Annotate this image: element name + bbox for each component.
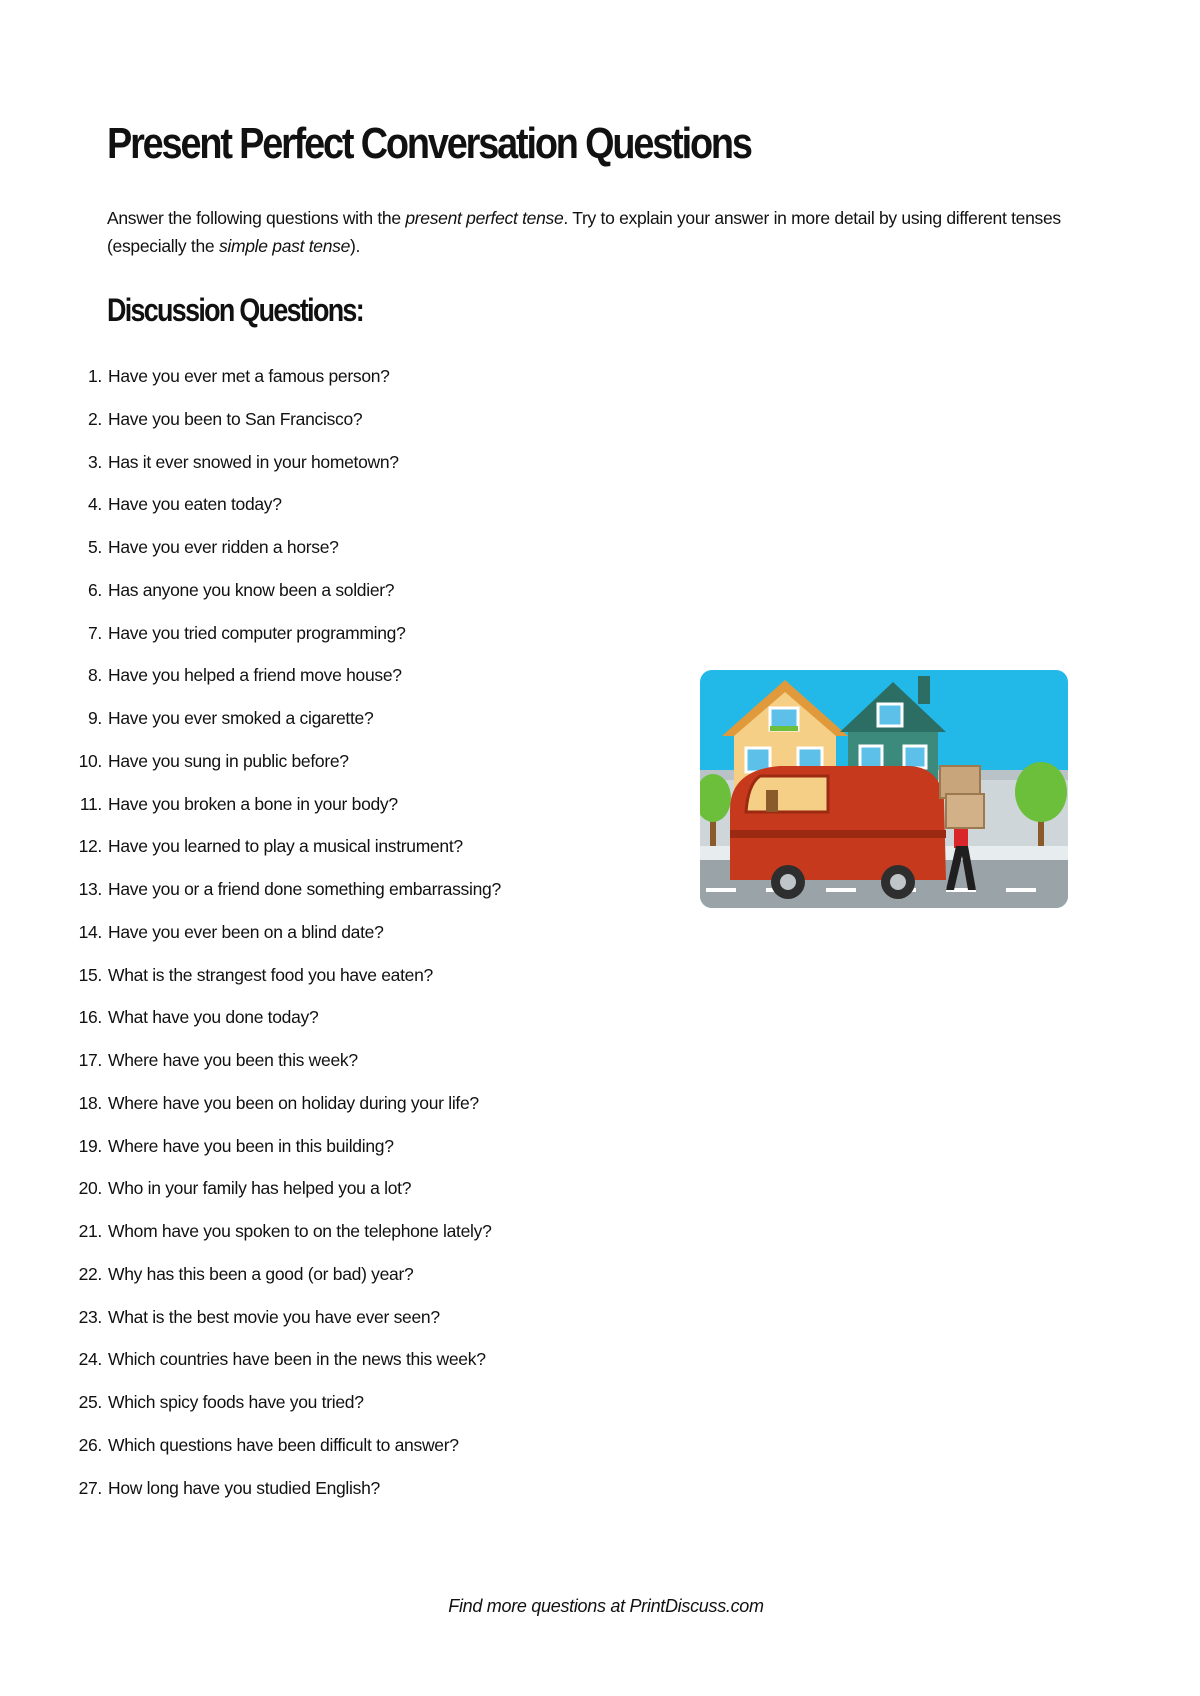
question-item [0,747,680,790]
question-text: What have you done today? [108,1007,319,1028]
question-number: 9. [88,708,102,728]
question-number: 15. [78,964,102,985]
question-text: Have you ever smoked a cigarette? [108,708,374,728]
question-number: 19. [78,1135,102,1156]
question-number: 27. [78,1477,102,1498]
question-number: 5. [88,537,102,557]
question-item [0,1388,680,1431]
question-text: Have you or a friend done something embarrassing? [108,879,501,899]
question-number: 23. [78,1306,102,1327]
question-item [0,704,680,747]
question-item [0,405,680,448]
intro-paragraph [107,204,1077,260]
question-number: 6. [88,579,102,600]
question-item [0,533,680,576]
question-number: 7. [88,622,102,643]
question-text: Have you helped a friend move house? [108,665,402,686]
question-number: 3. [88,451,102,472]
question-text: Has anyone you know been a soldier? [108,579,395,600]
red-van [730,766,946,899]
question-item [0,490,680,533]
question-text: Has it ever snowed in your hometown? [108,451,399,472]
intro-emphasis-present-perfect: present perfect tense [405,208,564,228]
question-item [0,1474,680,1517]
question-number: 25. [78,1392,102,1412]
question-item [0,1217,680,1260]
intro-text-2: . Try to explain your answer in more detail by using different tenses (especially the [107,208,1061,256]
question-item [0,1260,680,1303]
question-item [0,918,680,961]
question-list [0,362,680,1516]
question-number: 14. [78,921,102,942]
question-number: 18. [78,1092,102,1113]
question-item [0,1089,680,1132]
question-text: Have you eaten today? [108,494,282,515]
question-item [0,1174,680,1217]
question-item [0,661,680,704]
moving-van-illustration [700,670,1068,908]
question-text: Where have you been this week? [108,1050,358,1070]
question-number: 4. [88,494,102,515]
question-text: Whom have you spoken to on the telephone lately? [108,1221,492,1241]
question-number: 26. [78,1434,102,1455]
question-item [0,1132,680,1175]
question-item [0,1303,680,1346]
question-item [0,576,680,619]
question-text: Which spicy foods have you tried? [108,1392,364,1412]
question-number: 21. [78,1221,102,1241]
question-item [0,790,680,833]
section-heading: Discussion Questions: [107,292,363,328]
question-number: 11. [79,793,102,814]
question-number: 2. [88,408,102,429]
question-item [0,832,680,875]
question-item [0,619,680,662]
question-text: Have you sung in public before? [108,750,349,771]
question-number: 16. [78,1007,102,1028]
question-text: Have you been to San Francisco? [108,408,363,429]
question-item [0,1046,680,1089]
question-text: Have you tried computer programming? [108,622,406,643]
intro-emphasis-simple-past: simple past tense [218,236,351,256]
question-text: Why has this been a good (or bad) year? [108,1263,414,1284]
question-text: Where have you been on holiday during your life? [108,1092,479,1113]
question-item [0,448,680,491]
question-text: Have you ever met a famous person? [108,366,390,386]
question-text: Which countries have been in the news this week? [108,1349,486,1370]
question-item [0,362,680,405]
question-text: Where have you been in this building? [108,1135,394,1156]
question-number: 8. [88,665,102,686]
question-item [0,1431,680,1474]
intro-text-1: Answer the following questions with the [107,208,406,228]
question-number: 24. [78,1349,102,1370]
footer-link-text: Find more questions at PrintDiscuss.com [448,1596,764,1616]
question-item [0,1003,680,1046]
question-text: Have you ever ridden a horse? [108,537,339,557]
question-number: 20. [78,1178,102,1199]
question-item [0,961,680,1004]
question-number: 22. [78,1263,102,1284]
question-text: Have you learned to play a musical instrument? [108,836,463,857]
question-number: 10. [78,750,102,771]
question-text: How long have you studied English? [108,1477,380,1498]
intro-text-3: ). [350,236,361,256]
question-number: 1. [88,366,102,386]
moving-van-image [700,670,1068,908]
question-text: What is the strangest food you have eaten? [108,964,433,985]
question-item [0,1345,680,1388]
question-text: What is the best movie you have ever seen? [108,1306,440,1327]
question-number: 17. [78,1050,102,1070]
question-text: Have you broken a bone in your body? [108,793,398,814]
question-number: 13. [78,879,102,899]
question-text: Have you ever been on a blind date? [108,921,384,942]
question-number: 12. [78,836,102,857]
question-text: Which questions have been difficult to answer? [108,1434,459,1455]
page-title: Present Perfect Conversation Questions [107,119,751,168]
question-item [0,875,680,918]
question-text: Who in your family has helped you a lot? [108,1178,412,1199]
